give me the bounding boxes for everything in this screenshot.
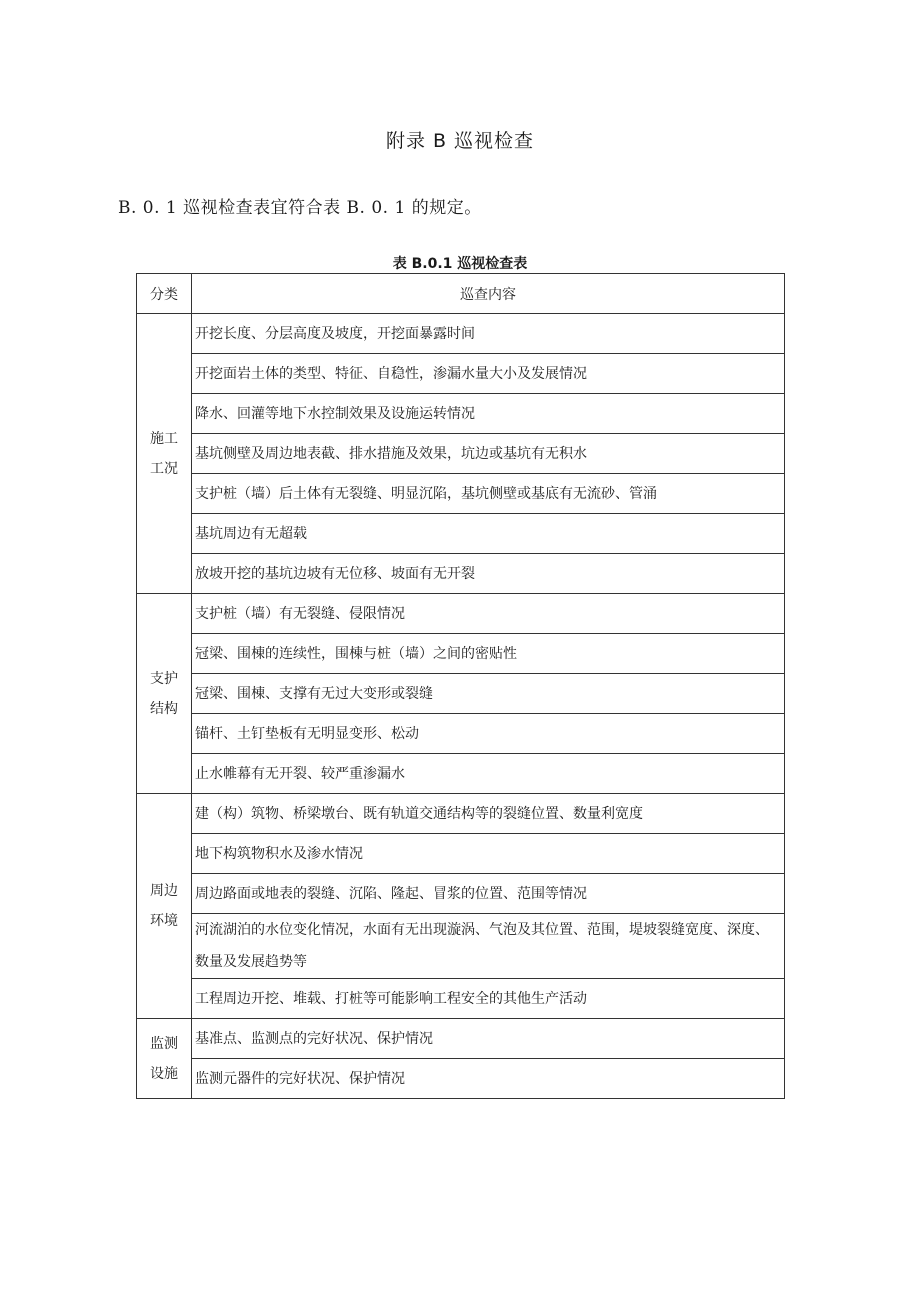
table-row bbox=[137, 314, 785, 354]
content-cell: 冠梁、围棟的连续性，围棟与桩（墙）之间的密贴性 bbox=[192, 634, 785, 674]
table-header-row bbox=[137, 274, 785, 314]
table-row bbox=[137, 914, 785, 979]
table-row bbox=[137, 674, 785, 714]
content-cell: 工程周边开挖、堆载、打桩等可能影响工程安全的其他生产活动 bbox=[192, 979, 785, 1019]
content-cell: 建（构）筑物、桥梁墩台、既有轨道交通结构等的裂缝位置、数量利宽度 bbox=[192, 794, 785, 834]
content-cell: 降水、回灌等地下水控制效果及设施运转情况 bbox=[192, 394, 785, 434]
category-line: 施工 bbox=[150, 430, 178, 447]
category-cell bbox=[137, 314, 192, 594]
header-category: 分类 bbox=[137, 274, 192, 314]
category-cell bbox=[137, 794, 192, 1019]
inspection-table bbox=[136, 273, 785, 1099]
category-line: 结构 bbox=[150, 700, 178, 717]
category-line: 设施 bbox=[150, 1065, 178, 1082]
table-row bbox=[137, 979, 785, 1019]
table-row bbox=[137, 754, 785, 794]
table-row bbox=[137, 594, 785, 634]
table-caption: 表 B.0.1 巡视检查表 bbox=[392, 256, 528, 272]
content-cell: 基坑周边有无超载 bbox=[192, 514, 785, 554]
page-title: 附录 B 巡视检查 bbox=[385, 130, 535, 152]
content-cell: 河流湖泊的水位变化情况，水面有无出现漩涡、气泡及其位置、范围，堤坡裂缝宽度、深度、数量及发展趋势等 bbox=[192, 914, 785, 979]
table-row bbox=[137, 1059, 785, 1099]
table-row bbox=[137, 834, 785, 874]
content-cell: 监测元器件的完好状况、保护情况 bbox=[192, 1059, 785, 1099]
table-row bbox=[137, 1019, 785, 1059]
content-cell: 地下构筑物积水及渗水情况 bbox=[192, 834, 785, 874]
content-cell: 基准点、监测点的完好状况、保护情况 bbox=[192, 1019, 785, 1059]
category-cell bbox=[137, 594, 192, 794]
header-content: 巡查内容 bbox=[192, 274, 785, 314]
table-row bbox=[137, 394, 785, 434]
table-row bbox=[137, 874, 785, 914]
table-row bbox=[137, 634, 785, 674]
category-line: 工况 bbox=[150, 460, 178, 477]
table-row bbox=[137, 474, 785, 514]
table-row bbox=[137, 434, 785, 474]
content-cell: 周边路面或地表的裂缝、沉陷、隆起、冒浆的位置、范围等情况 bbox=[192, 874, 785, 914]
category-line: 周边 bbox=[150, 883, 178, 899]
category-cell bbox=[137, 1019, 192, 1099]
content-cell: 支护桩（墙）后土体有无裂缝、明显沉陷，基坑侧壁或基底有无流砂、管涌 bbox=[192, 474, 785, 514]
table-row bbox=[137, 554, 785, 594]
content-cell: 开挖面岩土体的类型、特征、自稳性，渗漏水量大小及发展情况 bbox=[192, 354, 785, 394]
table-row bbox=[137, 714, 785, 754]
clause-text: B. 0. 1 巡视检查表宜符合表 B. 0. 1 的规定。 bbox=[118, 198, 482, 218]
content-cell: 支护桩（墙）有无裂缝、侵限情况 bbox=[192, 594, 785, 634]
content-cell: 放坡开挖的基坑边坡有无位移、坡面有无开裂 bbox=[192, 554, 785, 594]
category-line: 支护 bbox=[150, 670, 178, 687]
content-cell: 开挖长度、分层高度及坡度，开挖面暴露时间 bbox=[192, 314, 785, 354]
table-row bbox=[137, 794, 785, 834]
content-cell: 锚杆、土钉垫板有无明显变形、松动 bbox=[192, 714, 785, 754]
content-cell: 止水帷幕有无开裂、较严重渗漏水 bbox=[192, 754, 785, 794]
content-cell: 基坑侧壁及周边地表截、排水措施及效果，坑边或基坑有无积水 bbox=[192, 434, 785, 474]
table-row bbox=[137, 354, 785, 394]
category-line: 监测 bbox=[150, 1035, 178, 1052]
category-line: 环境 bbox=[150, 913, 178, 929]
content-cell: 冠梁、围棟、支撑有无过大变形或裂缝 bbox=[192, 674, 785, 714]
table-row bbox=[137, 514, 785, 554]
